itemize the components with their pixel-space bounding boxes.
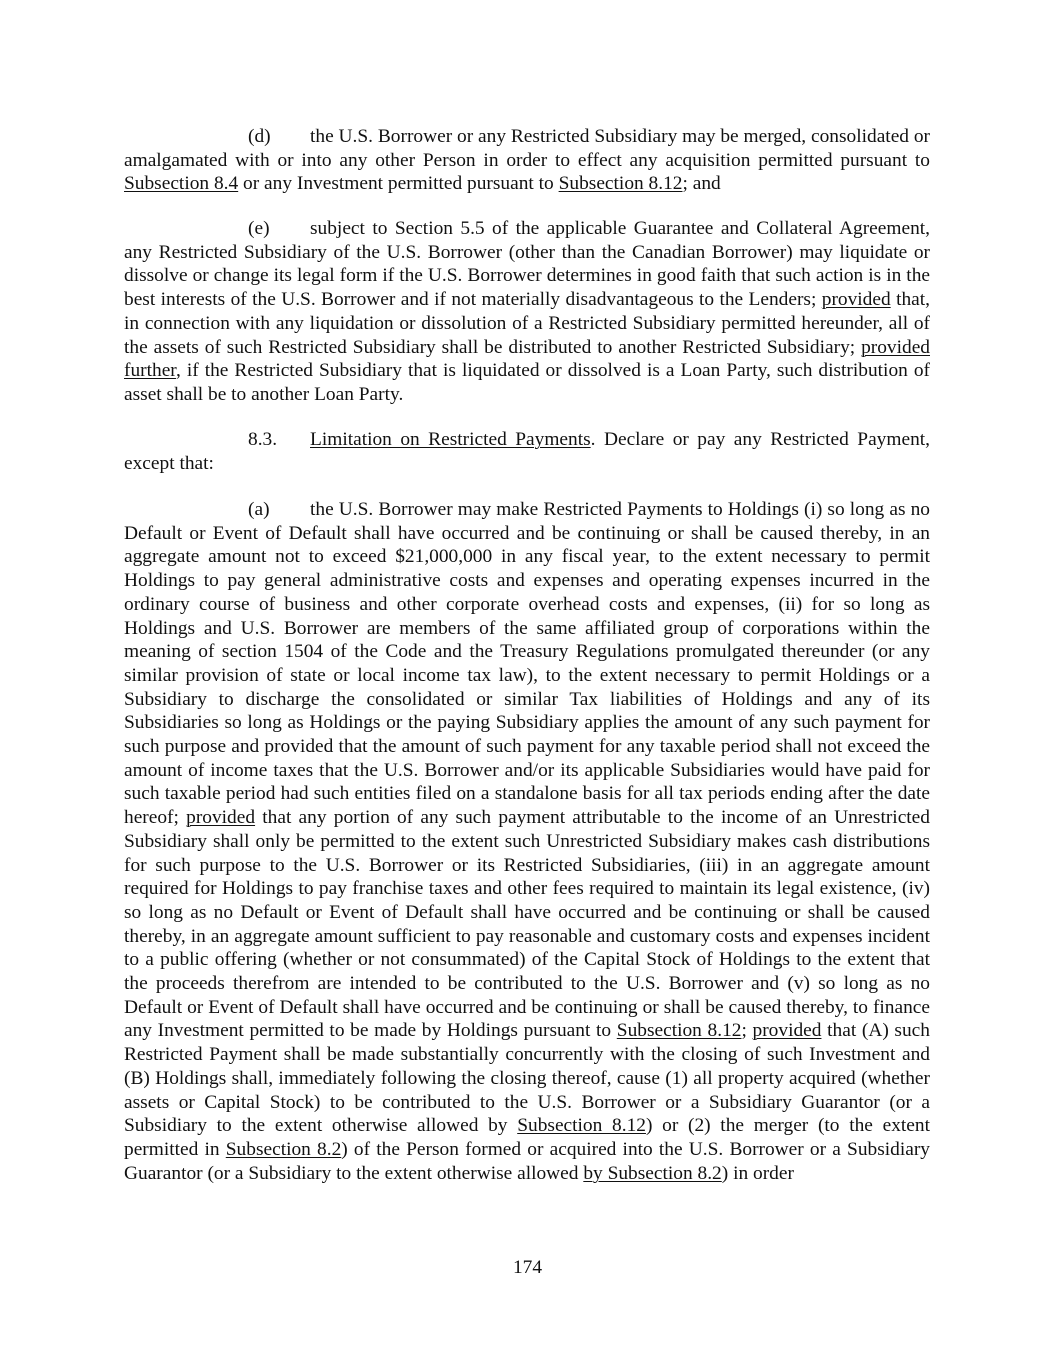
cross-reference: further	[124, 360, 176, 382]
body-text: ) or (2) the merger (to the extent permitted in	[124, 1115, 930, 1160]
cross-reference: Subsection 8.12	[517, 1115, 646, 1137]
cross-reference: by Subsection 8.2	[583, 1162, 722, 1184]
clause-d	[124, 125, 930, 196]
body-text: ;	[741, 1020, 753, 1042]
body-text: ) in order	[721, 1162, 794, 1184]
body-text: ) of the Person formed or acquired into the U.S. Borrower or a Subsidiary Guarantor (or a Subsidiary to the extent otherwise allowed	[124, 1138, 931, 1184]
cross-reference: provided	[186, 807, 256, 829]
cross-reference: provided	[861, 336, 930, 358]
body-text: . Declare or pay any Restricted Payment, except that:	[124, 429, 930, 474]
body-text: the U.S. Borrower or any Restricted Subsidiary may be merged, consolidated or amalgamated with or into any other Person in order to effect any acquisition permitted pursuant to	[124, 126, 930, 171]
body-text: ; and	[682, 173, 721, 195]
body-text: that (A) such Restricted Payment shall be made substantially concurrently with the closing of such Investment and (B) Holdings shall, immediately following the closing thereof, cause (1) all property acquired (whether assets or Capital Stock) to be contributed to the U.S. Borrower or a Subsidiary Guarantor (or a Subsidiary to the extent otherwise allowed by	[124, 1020, 930, 1137]
page-number: 174	[512, 1257, 543, 1278]
clause-e	[124, 217, 930, 407]
cross-reference: Subsection 8.4	[124, 173, 239, 195]
clause-e-label: (e)	[248, 218, 270, 239]
cross-reference: provided	[752, 1020, 822, 1042]
clause-a	[124, 498, 930, 1185]
body-text: the U.S. Borrower may make Restricted Payments to Holdings (i) so long as no Default or Event of Default shall have occurred and be continuing or shall be caused thereby, in an aggregate amount not to exceed $21,000,000 in any fiscal year, to the extent necessary to permit Holdings to pay general administrative costs and expenses and operating expenses incurred in the ordinary course of business and other corporate overhead costs and expenses, (ii) for so long as Holdings and U.S. Borrower are members of the same affiliated group of corporations within the meaning of section 1504 of the Code and the Treasury Regulations promulgated thereunder (or any similar provision of state or local income tax law), to the extent necessary to permit Holdings or a Subsidiary to discharge the consolidated or similar Tax liabilities of Holdings and any of its Subsidiaries so long as Holdings or the paying Subsidiary applies the amount of any such payment for such purpose and provided that the amount of such payment for any taxable period shall not exceed the amount of income taxes that the U.S. Borrower and/or its applicable Subsidiaries would have paid for such taxable period had such entities filed on a standalone basis for all tax periods ending after the date hereof;	[124, 499, 930, 829]
cross-reference: Subsection 8.12	[558, 173, 683, 195]
cross-reference: Limitation on Restricted Payments	[310, 429, 591, 450]
clause-a-label: (a)	[248, 499, 270, 520]
body-text: that any portion of any such payment attributable to the income of an Unrestricted Subsidiary shall only be permitted to the extent such Unrestricted Subsidiary makes cash distributions for such purpose to the U.S. Borrower or its Restricted Subsidiaries, (iii) in an aggregate amount required for Holdings to pay franchise taxes and other fees required to maintain its legal existence, (iv) so long as no Default or Event of Default shall have occurred and be continuing or shall be caused thereby, in an aggregate amount sufficient to pay reasonable and customary costs and expenses incident to a public offering (whether or not consummated) of the Capital Stock of Holdings to the extent that the proceeds therefrom are intended to be contributed to the U.S. Borrower and (v) so long as no Default or Event of Default shall have occurred and be continuing or shall be caused thereby, to finance any Investment permitted to be made by Holdings pursuant to	[124, 807, 930, 1042]
cross-reference: Subsection 8.12	[616, 1020, 742, 1042]
section-8-3-heading	[124, 428, 930, 475]
body-text: that, in connection with any liquidation or dissolution of a Restricted Subsidiary permitted hereunder, all of the assets of such Restricted Subsidiary shall be distributed to another Restricted Subsidiary;	[124, 289, 930, 358]
cross-reference: Subsection 8.2	[225, 1138, 342, 1160]
cross-reference: provided	[821, 289, 891, 311]
body-text: or any Investment permitted pursuant to	[238, 173, 559, 195]
body-text: subject to Section 5.5 of the applicable Guarantee and Collateral Agreement, any Restricted Subsidiary of the U.S. Borrower (other than the Canadian Borrower) may liquidate or dissolve or change its legal form if the U.S. Borrower determines in good faith that such action is in the best interests of the U.S. Borrower and if not materially disadvantageous to the Lenders;	[124, 218, 930, 311]
clause-d-label: (d)	[248, 126, 271, 147]
section-8-3-heading-label: 8.3.	[248, 429, 278, 450]
body-text: , if the Restricted Subsidiary that is liquidated or dissolved is a Loan Party, such distribution of asset shall be to another Loan Party.	[124, 360, 930, 405]
